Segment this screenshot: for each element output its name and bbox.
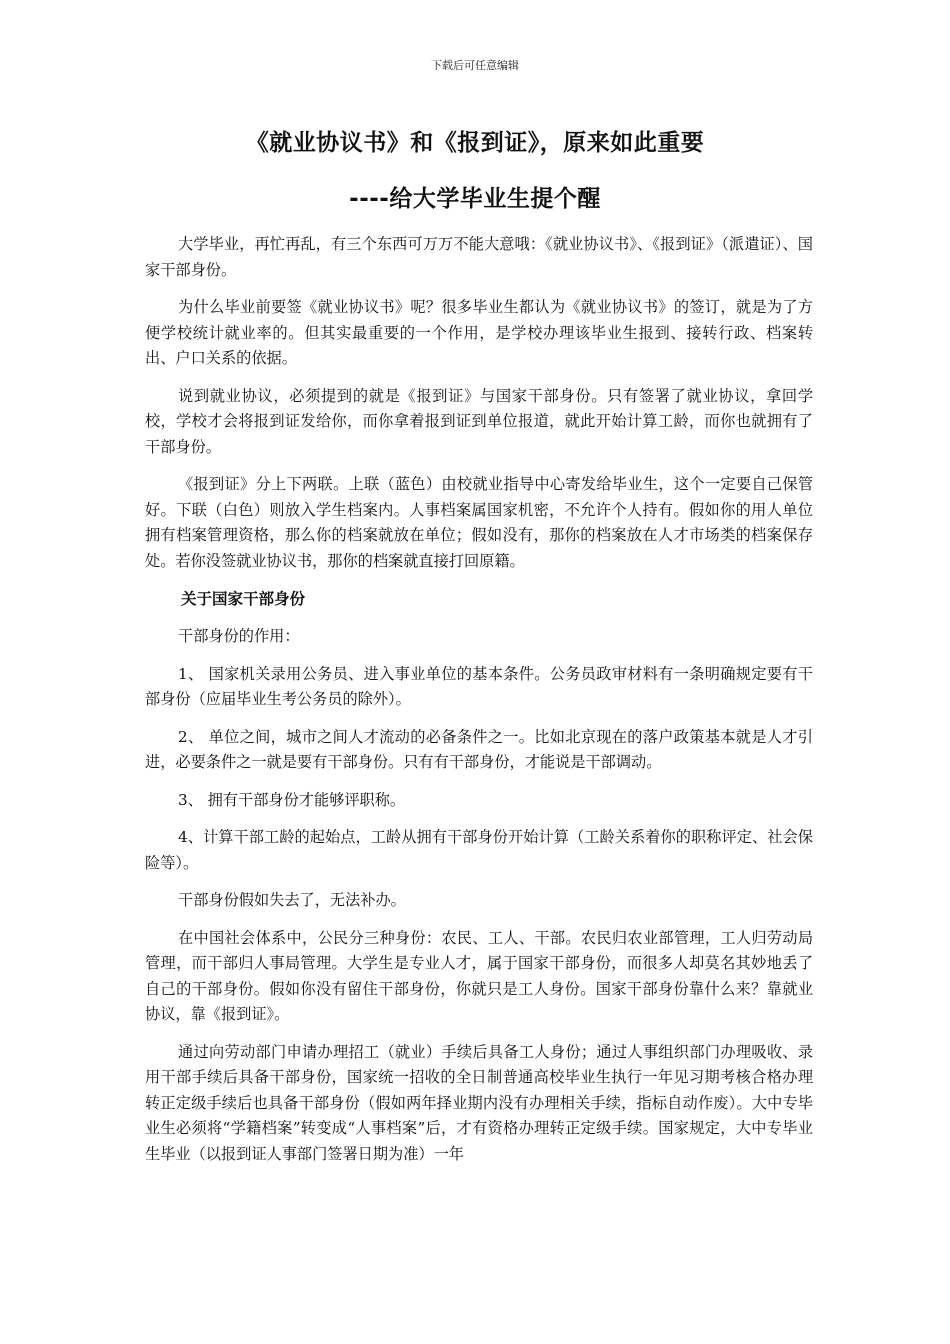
paragraph: 说到就业协议，必须提到的就是《报到证》与国家干部身份。只有签署了就业协议，拿回学校，学校才会将报到证发给你，而你拿着报到证到单位报道，就此开始计算工龄，而你也就拥有了干部身份。 — [145, 386, 813, 456]
document-body — [145, 232, 813, 1179]
list-item: 1、 国家机关录用公务员、进入事业单位的基本条件。公务员政审材料有一条明确规定要有干部身份（应届毕业生考公务员的除外）。 — [145, 664, 813, 708]
paragraph: 《报到证》分上下两联。上联（蓝色）由校就业指导中心寄发给毕业生，这个一定要自己保管好。下联（白色）则放入学生档案内。人事档案属国家机密，不允许个人持有。假如你的用人单位拥有档案管理资格，那么你的档案就放在单位；假如没有，那你的档案放在人才市场类的档案保存处。若你没签就业协议书，那你的档案就直接打回原籍。 — [145, 475, 813, 570]
document-title: 《就业协议书》和《报到证》，原来如此重要 — [245, 130, 705, 156]
list-item: 3、 拥有干部身份才能够评职称。 — [178, 790, 406, 809]
paragraph: 干部身份的作用： — [178, 627, 300, 645]
paragraph: 为什么毕业前要签《就业协议书》呢？很多毕业生都认为《就业协议书》的签订，就是为了方便学校统计就业率的。但其实最重要的一个作用，是学校办理该毕业生报到、接转行政、档案转出、户口关系的依据。 — [145, 298, 813, 367]
paragraph: 干部身份假如失去了，无法补办。 — [178, 891, 406, 909]
document-subtitle: ----给大学毕业生提个醒 — [349, 186, 601, 212]
paragraph: 通过向劳动部门申请办理招工（就业）手续后具备工人身份；通过人事组织部门办理吸收、录用干部手续后具备干部身份，国家统一招收的全日制普通高校毕业生执行一年见习期考核合格办理转正定级手续后也具备干部身份（假如两年择业期内没有办理相关手续，指标自动作废）。大中专毕业生必须将“学籍档案”转变成“人事档案”后，才有资格办理转正定级手续。国家规定，大中专毕业生毕业（以报到证人事部门签署日期为准）一年 — [145, 1042, 813, 1163]
section-heading: 关于国家干部身份 — [181, 590, 306, 608]
paragraph: 在中国社会体系中，公民分三种身份：农民、工人、干部。农民归农业部管理，工人归劳动局管理，而干部归人事局管理。大学生是专业人才，属于国家干部身份，而很多人却莫名其妙地丢了自己的干部身份。假如你没有留住干部身份，你就只是工人身份。国家干部身份靠什么来？靠就业协议，靠《报到证》。 — [145, 928, 813, 1023]
paragraph: 大学毕业，再忙再乱，有三个东西可万万不能大意哦：《就业协议书》、《报到证》（派遣证）、国家干部身份。 — [145, 235, 813, 279]
list-item: 4、计算干部工龄的起始点，工龄从拥有干部身份开始计算（工龄关系着你的职称评定、社会保险等）。 — [145, 828, 813, 872]
header-note: 下载后可任意编辑 — [431, 59, 519, 72]
list-item: 2、 单位之间，城市之间人才流动的必备条件之一。比如北京现在的落户政策基本就是人才引进，必要条件之一就是要有干部身份。只有有干部身份，才能说是干部调动。 — [145, 727, 813, 771]
